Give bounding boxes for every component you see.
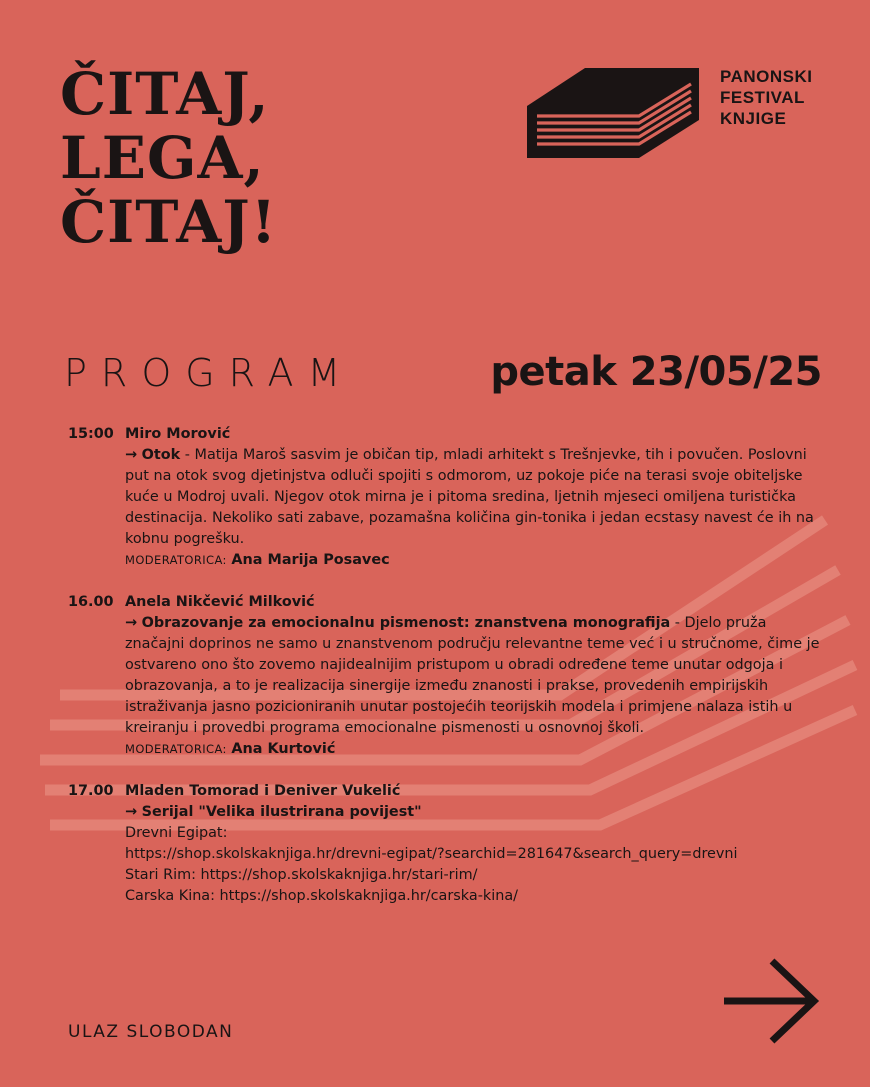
free-entry-note: ULAZ SLOBODAN: [68, 1022, 234, 1042]
festival-logo-text: [720, 66, 812, 129]
moderator-name: Ana Kurtović: [231, 741, 336, 757]
logo-line-3: KNJIGE: [720, 109, 787, 128]
link-rome[interactable]: Stari Rim: https://shop.skolskaknjiga.hr/stari-rim/: [125, 867, 478, 883]
event-author: Mladen Tomorad i Deniver Vukelić: [125, 783, 401, 799]
schedule-item: [68, 424, 828, 571]
event-time: 15:00: [68, 426, 114, 442]
event-author: Miro Morović: [125, 426, 231, 442]
book-stack-icon: [527, 64, 703, 160]
arrow-right-icon[interactable]: [722, 957, 820, 1045]
event-time: 16.00: [68, 594, 114, 610]
program-heading: PROGRAM: [64, 351, 355, 395]
arrow-icon: →: [125, 615, 138, 631]
arrow-icon: →: [125, 447, 138, 463]
link-egypt[interactable]: https://shop.skolskaknjiga.hr/drevni-egipat/?searchid=281647&search_query=drevni: [125, 846, 738, 862]
slogan-line-2: LEGA,: [60, 124, 265, 192]
event-time: 17.00: [68, 783, 114, 799]
link-china[interactable]: Carska Kina: https://shop.skolskaknjiga.hr/carska-kina/: [125, 888, 519, 904]
schedule-item: [68, 781, 828, 907]
link-label-egypt: Drevni Egipat:: [125, 825, 228, 841]
festival-slogan: [60, 62, 277, 254]
slogan-line-3: ČITAJ!: [60, 188, 278, 256]
arrow-icon: →: [125, 804, 138, 820]
work-title: Serijal "Velika ilustrirana povijest": [141, 804, 422, 820]
logo-line-1: PANONSKI: [720, 67, 813, 86]
slogan-line-1: ČITAJ,: [60, 60, 270, 128]
program-schedule: [68, 424, 828, 928]
moderator-label: MODERATORICA:: [125, 553, 227, 567]
schedule-item: [68, 592, 828, 760]
work-description: - Matija Maroš sasvim je običan tip, mladi arhitekt s Trešnjevke, tih i povučen. Poslovni put na otok svog djetinjstva odluči spojiti s odmorom, uz pokoje piće na terasi svoje obiteljske kuće u Modroj uvali. Njegov otok mirna je i pitoma sredina, ljetnih mjeseci omiljena turistička destinacija. Nekoliko sati zabave, pozamašna količina gin-tonika i jedan ecstasy navest će ih na kobnu pogrešku.: [125, 447, 814, 547]
event-date: petak 23/05/25: [490, 349, 822, 395]
work-title: Otok: [141, 447, 181, 463]
work-title: Obrazovanje za emocionalnu pismenost: znanstvena monografija: [141, 615, 671, 631]
logo-line-2: FESTIVAL: [720, 88, 805, 107]
moderator-label: MODERATORICA:: [125, 742, 227, 756]
work-description: - Djelo pruža značajni doprinos ne samo u znanstvenom području relevantne teme već i u stručnome, čime je ostvareno ono što zovemo najidealnijim pristupom u obradi određene teme unutar odgoja i obrazovanja, a to je realizacija sinergije između znanosti i prakse, provedenih empirijskih istraživanja jasno pozicioniranih unutar postojećih teorijskih modela i primjene nalaza istih u kreiranju i provedbi programa emocionalne pismenosti u osnovnoj školi.: [125, 615, 820, 736]
event-author: Anela Nikčević Milković: [125, 594, 315, 610]
moderator-name: Ana Marija Posavec: [231, 552, 390, 568]
